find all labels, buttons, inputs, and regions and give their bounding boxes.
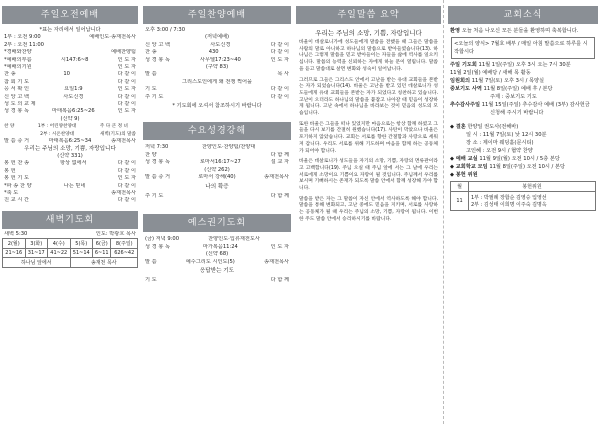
section-header-sermon: 주일말씀 요약	[296, 6, 441, 24]
dawn-day: 2(월)	[3, 239, 26, 249]
order-item: 말 씀 예수그리도 시인도(5) 송재천목사	[145, 258, 289, 265]
time-1: 1부 : 오전 9:00	[4, 34, 41, 41]
order-item: 찬 송 430 다 같 이	[145, 49, 289, 56]
order-item: *예배의부름 시147:6~8 인 도 자	[4, 56, 136, 63]
order-item: 기 도 다 같 이	[145, 86, 289, 93]
dawn-text: 31~17	[25, 249, 48, 258]
order-item: 말 씀 증 거 마태복음6:25~34 송재천목사	[4, 138, 136, 145]
section-header-news: 교회소식	[448, 6, 598, 24]
order-item: 봉 헌 찬 송 항상 없에서 다 같 이	[4, 160, 136, 167]
dawn-text: 41~22	[48, 249, 71, 258]
order-item: 찬 양 다 함 께	[145, 151, 289, 158]
friday-order	[143, 236, 291, 284]
offering-table	[450, 181, 596, 211]
evening-footnote: * 기도회에 오셔서 참조하시기 바랍니다	[172, 103, 262, 110]
wednesday-order	[143, 144, 291, 200]
leader: 예배인도·송재천목사	[89, 34, 136, 41]
dawn-bottom-left: 하나님 앞에서	[3, 258, 71, 268]
sermon-paragraph: 또한 바울은 그들을 떠나 있었지만 마음으로는 항상 함께 하였고 그들을 다시 보기를 간절히 원했습니다(17). 사탄이 막았으나 바울은 포기하지 않았습니다. 교회는 서로를 향한 간절함과 사랑으로 세워져 갑니다. 우리도 서로를 위해 기도하며 마음을 함께 하는 공동체가 되어야 합니다.	[299, 121, 438, 154]
duty-item: ◆ 예배 교실 11월 9일(월) 오전 10시 / 5층 본당	[450, 156, 560, 162]
section-header-morning: 주일오전예배	[2, 6, 138, 24]
order-item: 성 경 봉 독 마가복음11:24 인 도 자	[145, 243, 289, 250]
evening-sub: (저녁예배)	[204, 34, 230, 41]
duty-item: 일 시 : 11월 7일(토) 낮 12시 30분	[466, 132, 547, 138]
news-item: 중보기도 사역 11월 8일(주일) 예배 후 / 본당	[450, 86, 553, 92]
dawn-day: 5(목)	[70, 239, 93, 249]
order-item: 성 경 봉 독 마태복음6:25~26 인 도 자	[4, 108, 136, 115]
order-item: 말 씀 증 거 로마서 강해(40) 송재천목사	[145, 174, 289, 181]
order-item: *파 송 찬 양 나는 믿네 다 같 이	[4, 182, 136, 189]
evening-time: 오후 3:00 / 7:30	[145, 27, 186, 33]
order-item: (신약 262)	[204, 166, 230, 173]
friday-subtitle: 응답받는 기도	[199, 267, 235, 274]
order-item: (신약 9)	[60, 115, 80, 122]
order-item: 참 회 기 도 다 같 이	[4, 78, 136, 85]
wednesday-subtitle: 나의 확증	[205, 183, 229, 190]
column-morning-service	[2, 0, 138, 424]
order-item: 주 기 도 다 같 이	[145, 93, 289, 100]
news-item: 추수감사주일 11월 15일(주일) 추수감사 예배 (3부) 감사헌금	[450, 102, 590, 108]
duty-item: 고인혜 : 오전 9시 / 협약 찬양	[466, 148, 533, 154]
sermon-paragraph: 바울이 데살로니가에 성도들에게 말씀을 전했을 때 그들은 말씀을 사람의 말로 아니하고 하나님의 말씀으로 받아들였습니다(13). 하나님은 그렇게 말씀을 믿고 받아들이는 자들을 삶에 역사를 일으키십니다. 말씀의 능력을 신뢰하는 자에게 하늘 문이 열립니다. 말씀을 듣고 말씀대로 살면 변화와 성숙이 일어납니다.	[299, 40, 438, 72]
order-item: (구약 83)	[205, 64, 229, 71]
order-item: 신 앙 고 백 사도신경 다 같 이	[145, 41, 289, 48]
sermon-paragraph: 그러므로 그들은 그리스도 안에서 고난을 받는 유대 교회들을 본받는 자가 되었습니다(14). 바울은 고난을 받고 있던 데살로니가 성도들에게 유대 교회들을 본받는 자가 되었다고 칭찬하고 있습니다. 고난이 오더라도 하나님의 말씀을 붙잡고 나아갈 때 믿음이 성장하게 됩니다. 고난 속에서 하나님을 바라보는 것이 믿음의 성도의 모습입니다.	[299, 77, 438, 117]
order-item: 찬 송 10 다 같 이	[4, 71, 136, 78]
duty-item: 장 소 : 제이마 웨딩홀(문시티)	[466, 140, 534, 146]
duty-item: ◆ 결혼 한양일 권도사(전해바)	[450, 124, 519, 130]
sermon-paragraph: 말씀을 받은 자는 그 말씀이 자신 안에서 역사하도록 해야 합니다. 말씀을 통해 변화되고, 고난 중에도 믿음을 지키며, 서로를 사랑하는 공동체가 될 때 우리는 주님의 소망, 기쁨, 자랑이 됩니다. 이번 한 주도 말씀 안에서 승리하시기를 바랍니다.	[299, 196, 438, 222]
sermon-paragraph: 바울은 데살로니가 성도들을 자기의 소망, 기쁨, 자랑의 면류관이라고 고백합니다(19). 주님 오실 때 주님 앞에 서는 그 날에 우리는 서로에게 소망이요 기쁨이요 자랑이 될 것입니다. 주님께서 우리를 보시며 기뻐하시는 존재가 되도록 말씀 안에서 함께 성장해 가야 합니다.	[299, 159, 438, 192]
dawn-day: 6(금)	[93, 239, 111, 249]
table-head: 월	[451, 182, 469, 192]
section-header-friday: 예스권기도회	[143, 214, 291, 232]
evening-order	[143, 27, 291, 110]
order-item: 말 씀 목 사	[145, 71, 289, 78]
order-item: 주 기 도 다 함 께	[145, 192, 289, 199]
dawn-day: 8(주일)	[111, 239, 138, 249]
column-sermon-summary	[296, 0, 444, 424]
offering-header: ◆ 봉헌 위원	[450, 172, 478, 178]
order-item: 친 교 시 간 다 같 이	[4, 197, 136, 204]
order-item: *경배와찬양 예배찬양팀	[4, 49, 136, 56]
news-item: 주일 기도회 11월 1일(주일) 오후 3시 오는 7시 30분	[450, 62, 571, 68]
order-item: 응 서 확 인 요일1:9 인 도 자	[4, 86, 136, 93]
order-item: 봉 헌 기 도 인 도 자	[4, 175, 136, 182]
news-box: <오늘의 양식> 7월호 배부 / 매일 아침 말씀으로 하루를 시작합시다	[451, 37, 595, 59]
choir-item: 찬 양 1부 : 어린양찬양대 2부 : 시온찬양대 주 다 큰 정 녀 새벽(기도)의 말씀	[4, 124, 136, 137]
table-head: 봉헌위원	[469, 182, 596, 192]
news-item: 환영 오늘 처음 나오신 모든 분들을 환영하며 축복합니다.	[450, 28, 579, 34]
table-cell: 1부 : 박필례 장합순 김영승 입영선 2부 : 김성태 이희명 이주숙 김명옥	[469, 192, 596, 211]
news-item: 주제 : 중보기도 기도	[490, 94, 537, 100]
news-item: 11월 2일(월) 예배당 / 새해 목 활동	[450, 70, 531, 76]
duty-list	[448, 123, 598, 179]
order-item: 성 경 봉 독 사무엘17:23~40 인 도 자	[145, 56, 289, 63]
order-item: 신 앙 고 백 사도신경 다 같 이	[4, 93, 136, 100]
column-church-news	[448, 0, 598, 424]
section-header-dawn: 새벽기도회	[2, 211, 138, 229]
dawn-day: 3(화)	[25, 239, 48, 249]
dawn-table	[2, 238, 138, 268]
order-item: 성 경 봉 독 로마서16:17~27 설 교 자	[145, 159, 289, 166]
column-evening-service	[143, 0, 291, 424]
order-item: 성 도 의 교 제 다 같 이	[4, 101, 136, 108]
order-of-worship	[2, 49, 138, 205]
order-item: *예배의기원 인 도 자	[4, 64, 136, 71]
dawn-info: 새벽 5:30 인도: 박광흐 목사	[4, 230, 136, 237]
service-times	[2, 34, 138, 49]
dawn-text: 6~11	[93, 249, 111, 258]
news-item: 신청해 주시기 바랍니다	[490, 110, 544, 116]
section-header-evening: 주일찬양예배	[143, 6, 291, 24]
order-item: 기 도 다 함 께	[145, 277, 289, 284]
order-item: 봉 헌 다 같 이	[4, 167, 136, 174]
stand-note: *표는 자리에서 일어납니다	[39, 27, 101, 33]
dawn-text: 51~14	[70, 249, 93, 258]
order-item: (신약 68)	[205, 251, 229, 258]
dawn-bottom-right: 송재천 목사	[70, 258, 138, 268]
order-item: 저녁 7:30 찬양인도·찬양팀/찬양대	[145, 144, 256, 151]
duty-item: ◆ 교회학교 모임 11월 8일(주일) 오전 10시 / 본당	[450, 164, 565, 170]
news-item: 임원회의 11월 7일(토) 오후 3시 / 목양실	[450, 78, 545, 84]
sermon-summary-title: 우리는 주님의 소망, 기쁨, 자랑입니다	[315, 29, 422, 37]
order-item: *축 도 송재천목사	[4, 189, 136, 196]
time-2: 2부 : 오전 11:00	[4, 41, 44, 48]
order-item: 그리스도인에게 왜 전쟁 찍어을	[181, 78, 253, 85]
dawn-text: 21~16	[3, 249, 26, 258]
section-header-wednesday: 수요성경강해	[143, 122, 291, 140]
news-list	[448, 27, 598, 117]
sermon-title: 우리는 주님의 소망, 기쁨, 자랑입니다	[24, 145, 116, 152]
table-cell: 11	[451, 192, 469, 211]
dawn-day: 4(수)	[48, 239, 71, 249]
order-item: (금) 저녁 9:00 찬양인도·입류재전도사	[145, 236, 260, 243]
dawn-text: 626~42	[111, 249, 138, 258]
sermon-ref: (신약 331)	[57, 152, 83, 159]
